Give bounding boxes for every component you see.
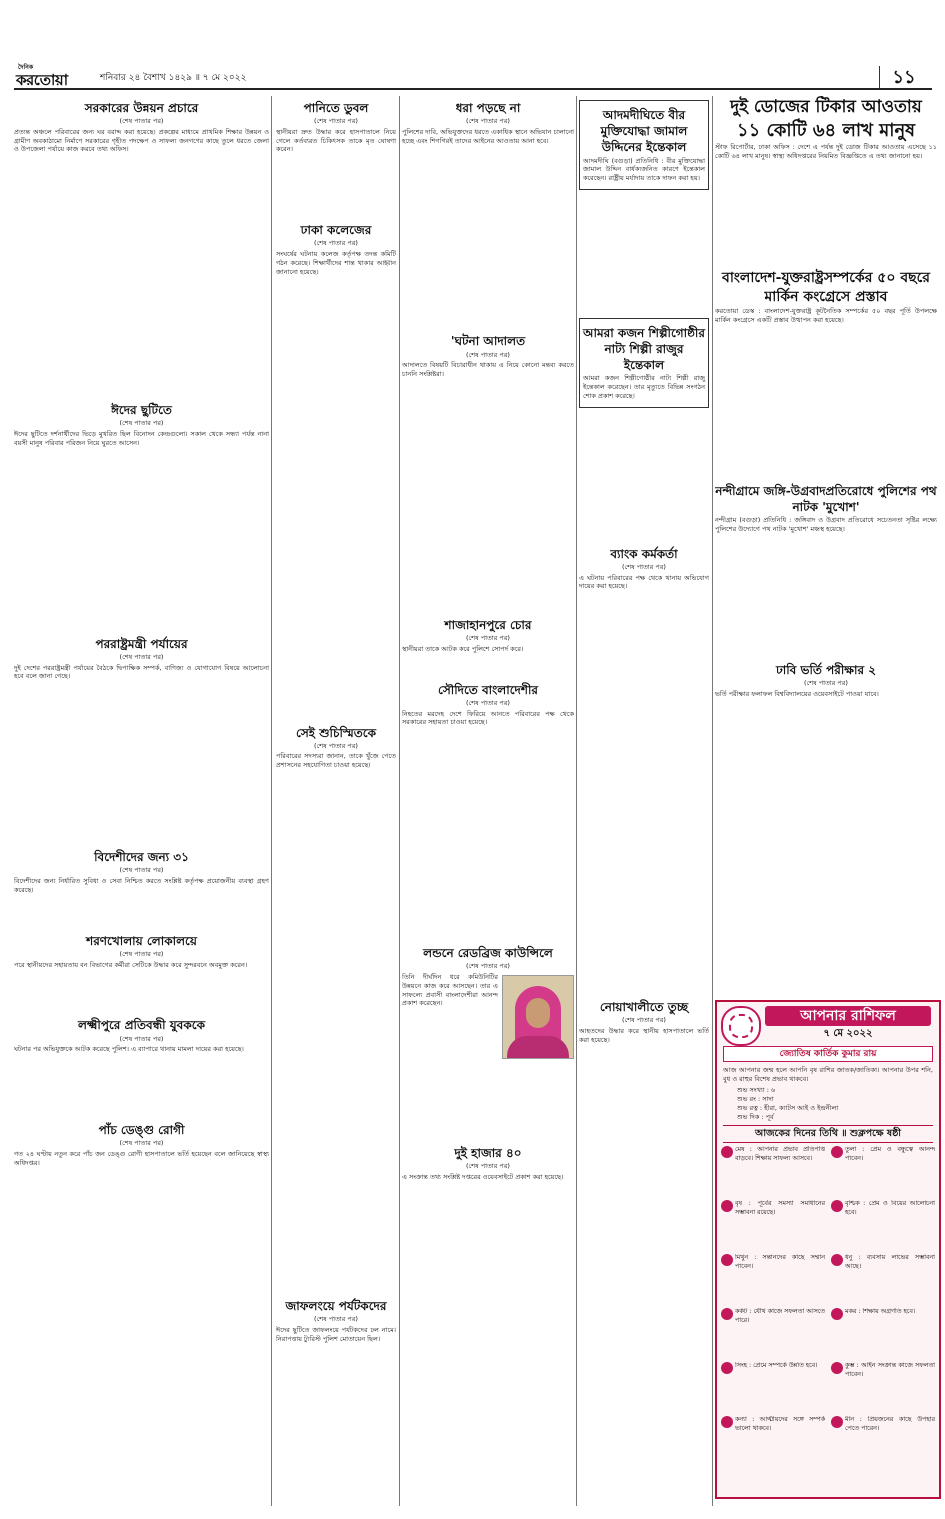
zodiac-icon <box>831 1416 843 1428</box>
continuation-note: (শেষ পাতার পর) <box>314 1315 358 1324</box>
article-body: ঘটনার পর অভিযুক্তকে আটক করেছে পুলিশ। এ ব্যাপারে থানায় মামলা দায়ের করা হয়েছে। <box>14 1045 244 1054</box>
sign-text: মিথুন : সন্তানদের কাছে সম্মান পাবেন। <box>735 1254 825 1270</box>
article-body: স্থানীয়রা দ্রুত উদ্ধার করে হাসপাতালে নিয়ে গেলে কর্তব্যরত চিকিৎসক তাকে মৃত ঘোষণা করেন। <box>276 127 396 154</box>
masthead <box>14 66 932 90</box>
sign-text: তুলা : প্রেম ও বন্ধুত্বে আনন্দ পাবেন। <box>845 1146 935 1162</box>
article[interactable] <box>715 269 937 325</box>
article-body-spacer <box>402 383 574 613</box>
article-body: পুলিশের দাবি, অভিযুক্তদের ধরতে একাধিক স্থানে অভিযান চালানো হচ্ছে এবং শিগগিরই তাদের আইনের আওতায় আনা হবে। <box>402 127 574 145</box>
article[interactable] <box>715 483 937 534</box>
article-headline[interactable]: দুই হাজার ৪০ <box>454 1146 522 1161</box>
article-headline[interactable]: ধরা পড়ছে না <box>455 101 521 115</box>
article-body: ঈদের ছুটিতে জাফলংয়ে পর্যটকদের ঢল নামে। নিরাপত্তায় ট্যুরিস্ট পুলিশ মোতায়েন ছিল। <box>276 1325 396 1343</box>
portrait-face <box>526 998 550 1028</box>
zodiac-icon <box>721 1200 733 1212</box>
article[interactable] <box>402 682 574 727</box>
continuation-note: (শেষ পাতার পর) <box>314 239 358 248</box>
article[interactable] <box>276 1298 396 1343</box>
article-headline[interactable]: শাজাহানপুরে চোর <box>444 617 532 632</box>
article-body-spacer <box>14 899 269 929</box>
article-body: এ ঘটনায় পরিবারের পক্ষ থেকে থানায় অভিযোগ দায়ের করা হয়েছে। <box>579 573 709 591</box>
sign-text: কন্যা : আত্মীয়দের সঙ্গে সম্পর্ক ভালো থাকবে। <box>735 1416 825 1432</box>
article-body-spacer <box>579 595 709 995</box>
article[interactable] <box>402 1145 574 1182</box>
article-headline[interactable]: ঢাবি ভর্তি পরীক্ষার ২ <box>775 662 877 677</box>
column-2 <box>276 96 396 1506</box>
article-headline[interactable]: জাফলংয়ে পর্যটকদের <box>285 1298 387 1313</box>
continuation-note: (শেষ পাতার পর) <box>314 741 358 750</box>
article-body-spacer <box>715 538 937 658</box>
article-body: আহতদের উদ্ধার করে স্থানীয় হাসপাতালে ভর্তি করা হয়েছে। <box>579 1027 709 1044</box>
lead-article[interactable] <box>715 98 937 161</box>
zodiac-icon <box>831 1362 843 1374</box>
continuation-note: (শেষ পাতার পর) <box>314 117 358 126</box>
article-body-spacer <box>579 412 709 542</box>
article-body-spacer <box>14 973 269 1013</box>
continuation-note: (শেষ পাতার পর) <box>622 1016 666 1025</box>
lucky-row: শুভ সংখ্যা : ৬ <box>737 1085 776 1094</box>
article[interactable] <box>276 222 396 276</box>
column-divider <box>271 96 272 1506</box>
article-body: স্থানীয়রা তাকে আটক করে পুলিশে সোপর্দ করে। <box>402 644 524 653</box>
article-body: সংঘর্ষের ঘটনায় কলেজ কর্তৃপক্ষ তদন্ত কমিটি গঠন করেছে। শিক্ষার্থীদের শান্ত থাকার আহ্বান জানানো হয়েছে। <box>276 250 396 276</box>
horoscope-box <box>715 1000 941 1499</box>
sign-entry[interactable] <box>831 1362 935 1412</box>
article-body: গত ২৪ ঘণ্টায় নতুন করে পাঁচ জন ডেঙ্গু রোগী হাসপাতালে ভর্তি হয়েছেন বলে জানিয়েছে স্বাস্থ্য অধিদপ্তর। <box>14 1150 269 1167</box>
article[interactable] <box>402 945 574 1008</box>
article[interactable] <box>402 617 574 654</box>
sign-entry[interactable] <box>831 1146 935 1196</box>
article-body: আদালতে বিষয়টি বিচারাধীন থাকায় এ নিয়ে কোনো মন্তব্য করতে চাননি সংশ্লিষ্টরা। <box>402 361 574 379</box>
article[interactable] <box>276 100 396 154</box>
article-headline[interactable]: লক্ষ্মীপুরে প্রতিবন্ধী যুবককে <box>78 1018 205 1033</box>
article-headline[interactable]: আমরা কজন শিল্পীগোষ্ঠীর নাট্য শিল্পী রাজুর ইন্তেকাল <box>583 325 705 373</box>
article[interactable] <box>14 636 269 681</box>
zodiac-icon <box>721 1416 733 1428</box>
zodiac-ring <box>729 1014 753 1038</box>
lead-headline-line-1[interactable]: দুই ডোজের টিকার আওতায় <box>730 97 922 117</box>
article[interactable] <box>579 100 709 190</box>
continuation-note: (শেষ পাতার পর) <box>466 1162 510 1171</box>
article-headline[interactable]: ঈদের ছুটিতে <box>111 403 172 418</box>
sign-text: মকর : শিক্ষায় অগ্রগতি হবে। <box>845 1308 916 1316</box>
tithi-line: আজকের দিনের তিথি ॥ শুক্লপক্ষে ষষ্ঠী <box>723 1125 933 1144</box>
lead-headline-line-2[interactable]: ১১ কোটি ৬৪ লাখ মানুষ <box>736 119 916 141</box>
column-4 <box>579 96 709 1506</box>
horoscope-header <box>717 1002 939 1042</box>
zodiac-icon <box>721 1362 733 1374</box>
zodiac-icon <box>721 1308 733 1320</box>
sign-text: বৃশ্চিক : প্রেম ও বিয়ের আলোচনা হবে। <box>845 1200 935 1216</box>
article-headline[interactable]: পানিতে ডুবল <box>303 101 369 115</box>
article-body: ভর্তি পরীক্ষার ফলাফল বিশ্ববিদ্যালয়ের ওয়েবসাইটে পাওয়া যাবে। <box>715 689 879 698</box>
lucky-row: শুভ দিক : পূর্ব <box>737 1112 774 1121</box>
zodiac-icon <box>831 1308 843 1320</box>
sign-entry[interactable] <box>831 1254 935 1304</box>
column-divider <box>399 96 400 1506</box>
article-body: আমরা কজন শিল্পীগোষ্ঠীর নাট্য শিল্পী রাজু ইন্তেকাল করেছেন। তার মৃত্যুতে বিভিন্ন সংগঠন শোক প্রকাশ করেছে। <box>583 374 705 400</box>
lucky-row: শুভ রত্ন : হীরা, ক্যাটস আই ও ইন্দ্রনীলা <box>737 1103 839 1112</box>
logo-daily-label: দৈনিক <box>18 64 34 71</box>
horoscope-author: জ্যোতিষ কার্তিক কুমার রায় <box>723 1046 933 1062</box>
sign-entry[interactable] <box>831 1416 935 1466</box>
zodiac-icon <box>721 1254 733 1266</box>
continuation-note: (শেষ পাতার পর) <box>119 1034 164 1043</box>
sign-entry[interactable] <box>721 1308 825 1358</box>
article-body-spacer <box>402 1061 574 1141</box>
article-body: প্রত্যন্ত অঞ্চলে পরিবারের জন্য ঘর বরাদ্দ করা হয়েছে। প্রকল্পের মাধ্যমে প্রাথমিক শিক্ষার উন্নয়ন ও গ্রামীণ অবকাঠামো নির্মাণে সরকারের গৃহীত পদক্ষেপ ও সাফল্য জনগণের কাছে তুলে ধরতে জেলা ও উপজেলা পর্যায়ে কাজ করবে তথ্য অফিস। <box>14 127 269 154</box>
lucky-table <box>737 1086 919 1122</box>
sign-text: সিংহ : প্রেমে সম্পর্কে উন্নতি হবে। <box>735 1362 818 1370</box>
page-number: ১১ <box>879 66 928 88</box>
article[interactable] <box>14 1017 269 1054</box>
sign-text: কুম্ভ : আইন সংক্রান্ত কাজে সফলতা পাবেন। <box>845 1362 935 1378</box>
article-body: ঈদের ছুটিতে দর্শনার্থীদের ভিড়ে মুখরিত ছিল বিনোদন কেন্দ্রগুলো। সকাল থেকে সন্ধ্যা পর্যন্ত নানা বয়সী মানুষ পরিবার পরিজন নিয়ে ঘুরতে আসেন। <box>14 430 269 447</box>
article-body-spacer <box>402 149 574 329</box>
column-3 <box>402 96 574 1506</box>
continuation-note: (শেষ পাতার পর) <box>466 634 510 643</box>
sign-text: কর্কট : যৌথ কাজে সফলতা আসতে পারে। <box>735 1308 825 1324</box>
sign-text: মীন : প্রিয়জনের কাছে উপহার পেতে পারেন। <box>845 1416 935 1432</box>
article-headline[interactable]: সরকারের উন্নয়ন প্রচারে <box>84 101 199 115</box>
article-body-spacer <box>276 158 396 218</box>
article-headline[interactable]: সেই শুচিস্মিতকে <box>296 725 376 740</box>
continuation-note: (শেষ পাতার পর) <box>119 652 164 661</box>
continuation-note: (শেষ পাতার পর) <box>466 117 510 126</box>
newspaper-logo[interactable] <box>14 64 86 88</box>
article-headline[interactable]: লন্ডনে রেডব্রিজ কাউন্সিলে <box>423 946 553 961</box>
article-headline[interactable]: পররাষ্ট্রমন্ত্রী পর্যায়ের <box>95 636 188 651</box>
article[interactable] <box>276 725 396 770</box>
zodiac-wheel-icon <box>721 1006 761 1046</box>
article-body-spacer <box>276 774 396 1294</box>
continuation-note: (শেষ পাতার পর) <box>466 962 510 971</box>
article-body-spacer <box>579 194 709 314</box>
article-headline[interactable]: ব্যাংক কর্মকর্তা <box>610 546 678 561</box>
article-body: আদমদীঘি (বগুড়া) প্রতিনিধি : বীর মুক্তিযোদ্ধা জামাল উদ্দিন বার্ধক্যজনিত কারণে ইন্তেকাল করেছেন। রাষ্ট্রীয় মর্যাদায় তাকে দাফন করা হয়। <box>583 156 705 183</box>
sign-entry[interactable] <box>721 1146 825 1196</box>
article[interactable] <box>14 933 269 970</box>
horoscope-title: আপনার রাশিফল <box>765 1006 931 1026</box>
continuation-note: (শেষ পাতার পর) <box>804 679 848 688</box>
zodiac-icon <box>831 1200 843 1212</box>
article-body: নন্দীগ্রাম (বগুড়া) প্রতিনিধি : জঙ্গিবাদ ও উগ্রবাদ প্রতিরোধে সচেতনতা সৃষ্টির লক্ষ্যে পুলিশের উদ্যোগে পথ নাটক 'মুখোশ' মঞ্চস্থ হয়েছে। <box>715 516 937 534</box>
zodiac-icon <box>721 1146 733 1158</box>
article-headline[interactable]: বাংলাদেশ-যুক্তরাষ্ট্রসম্পর্কের ৫০ বছরে মার্কিন কংগ্রেসে প্রস্তাব <box>722 269 930 305</box>
article[interactable] <box>579 546 709 591</box>
article[interactable] <box>715 662 937 699</box>
sign-text: ধনু : ব্যবসায় লাভের সম্ভাবনা আছে। <box>845 1254 935 1270</box>
sign-entry[interactable] <box>831 1308 935 1358</box>
article-body: পরে স্থানীয়দের সহায়তায় বন বিভাগের কর্মীরা সেটিকে উদ্ধার করে সুন্দরবনে অবমুক্ত করেন। <box>14 960 248 969</box>
article-body: বিদেশীদের জন্য নির্ধারিত সুবিধা ও সেবা নিশ্চিত করতে সংশ্লিষ্ট কর্তৃপক্ষ প্রয়োজনীয় ব্যবস্থা গ্রহণ করেছে। <box>14 877 269 894</box>
dateline: শনিবার ২৪ বৈশাখ ১৪২৯ ॥ ৭ মে ২০২২ <box>100 73 247 83</box>
sign-entry[interactable] <box>721 1416 825 1466</box>
article-body-spacer <box>14 1058 269 1118</box>
sign-entry[interactable] <box>721 1200 825 1250</box>
portrait-shoulders <box>507 1036 569 1058</box>
sign-text: মেষ : আপনার প্রভাব প্রতিপত্তি বাড়বে। শিক্ষায় সাফল্য আসবে। <box>735 1146 825 1162</box>
sign-entry[interactable] <box>721 1254 825 1304</box>
column-5 <box>715 96 937 991</box>
article-body-spacer <box>276 281 396 721</box>
continuation-note: (শেষ পাতার পর) <box>466 698 510 707</box>
article-body-spacer <box>14 685 269 845</box>
article[interactable] <box>14 849 269 894</box>
zodiac-signs <box>721 1146 935 1476</box>
sign-entry[interactable] <box>831 1200 935 1250</box>
article-body-spacer <box>402 658 574 678</box>
continuation-note: (শেষ পাতার পর) <box>119 949 164 958</box>
article-body: পরিবারের সদস্যরা জানান, তাকে খুঁজে পেতে প্রশাসনের সহযোগিতা চাওয়া হয়েছে। <box>276 752 396 770</box>
continuation-note: (শেষ পাতার পর) <box>119 1139 164 1148</box>
continuation-note: (শেষ পাতার পর) <box>622 562 666 571</box>
article[interactable] <box>579 999 709 1044</box>
article-body: নিহতের মরদেহ দেশে ফিরিয়ে আনতে পরিবারের পক্ষ থেকে সরকারের সহায়তা চাওয়া হয়েছে। <box>402 709 574 727</box>
horoscope-date: ৭ মে ২০২২ <box>823 1028 873 1039</box>
column-1 <box>14 96 269 1506</box>
article-headline[interactable]: 'ঘটনা আদালত <box>450 334 526 349</box>
article-headline[interactable]: ঢাকা কলেজের <box>300 223 372 238</box>
article-headline[interactable]: আদমদীঘিতে বীর মুক্তিযোদ্ধা জামাল উদ্দিনের ইন্তেকাল <box>600 108 688 155</box>
zodiac-icon <box>831 1146 843 1158</box>
article-body: এ সংক্রান্ত তথ্য সংশ্লিষ্ট দপ্তরের ওয়েবসাইটে প্রকাশ করা হয়েছে। <box>402 1173 564 1182</box>
article-body-spacer <box>715 329 937 479</box>
portrait-photo <box>502 975 574 1059</box>
article-body: তিনি দীর্ঘদিন ধরে কমিউনিটির উন্নয়নে কাজ করে আসছেন। তার এ সাফল্যে প্রবাসী বাংলাদেশীরা আনন্দ প্রকাশ করেছেন। <box>402 973 498 1008</box>
article-body-spacer <box>402 731 574 941</box>
article-headline[interactable]: নোয়াখালীতে তুচ্ছ <box>599 1000 689 1015</box>
article-body: স্টাফ রিপোর্টার, ঢাকা অফিস : দেশে এ পর্যন্ত দুই ডোজ টিকার আওতায় এসেছে ১১ কোটি ৬৪ লাখ মানুষ। স্বাস্থ্য অধিদপ্তরের নিয়মিত বিজ্ঞপ্তিতে এ তথ্য জানানো হয়। <box>715 143 937 160</box>
article-headline[interactable]: শরণখোলায় লোকালয়ে <box>86 933 197 948</box>
article[interactable] <box>402 100 574 145</box>
article[interactable] <box>579 318 709 408</box>
sign-text: বৃষ : পূর্বের সমস্যা সমাধানের সম্ভাবনা রয়েছে। <box>735 1200 825 1216</box>
continuation-note: (শেষ পাতার পর) <box>119 419 164 428</box>
continuation-note: (শেষ পাতার পর) <box>466 350 510 359</box>
continuation-note: (শেষ পাতার পর) <box>119 866 164 875</box>
article-headline[interactable]: পাঁচ ডেঙ্গু রোগী <box>98 1123 185 1138</box>
article[interactable] <box>14 100 269 154</box>
article-headline[interactable]: বিদেশীদের জন্য ৩১ <box>94 850 189 865</box>
lucky-row: শুভ রং : সাদা <box>737 1094 774 1103</box>
logo-title: করতোয়া <box>16 71 68 89</box>
article-body: দুই দেশের পররাষ্ট্রমন্ত্রী পর্যায়ের বৈঠকে দ্বিপাক্ষিক সম্পর্ক, বাণিজ্য ও যোগাযোগ বিষয়ে আলোচনা হবে বলে জানা গেছে। <box>14 663 269 681</box>
article-body-spacer <box>14 452 269 632</box>
article-headline[interactable]: নন্দীগ্রামে জঙ্গি-উগ্রবাদপ্রতিরোধে পুলিশের পথ নাটক 'মুখোশ' <box>715 483 937 515</box>
article[interactable] <box>14 1122 269 1167</box>
horoscope-intro: আজ আপনার জন্ম হলে আপনি বৃষ রাশির জাতক/জাতিকা। আপনার উপর শনি, বুধ ও রাহুর বিশেষ প্রভাব থাকবে। <box>723 1066 933 1083</box>
continuation-note: (শেষ পাতার পর) <box>119 117 164 126</box>
article[interactable] <box>14 402 269 447</box>
article[interactable] <box>402 333 574 378</box>
article-body-spacer <box>715 165 937 265</box>
sign-entry[interactable] <box>721 1362 825 1412</box>
article-body-spacer <box>14 158 269 398</box>
column-divider <box>576 96 577 1506</box>
column-divider <box>712 96 713 1506</box>
article-body: করতোয়া ডেস্ক : বাংলাদেশ-যুক্তরাষ্ট্র কূটনৈতিক সম্পর্কের ৫০ বছর পূর্তি উপলক্ষে মার্কিন কংগ্রেসে একটি প্রস্তাব উত্থাপন করা হয়েছে। <box>715 307 937 325</box>
article-headline[interactable]: সৌদিতে বাংলাদেশীর <box>438 682 538 697</box>
zodiac-icon <box>831 1254 843 1266</box>
